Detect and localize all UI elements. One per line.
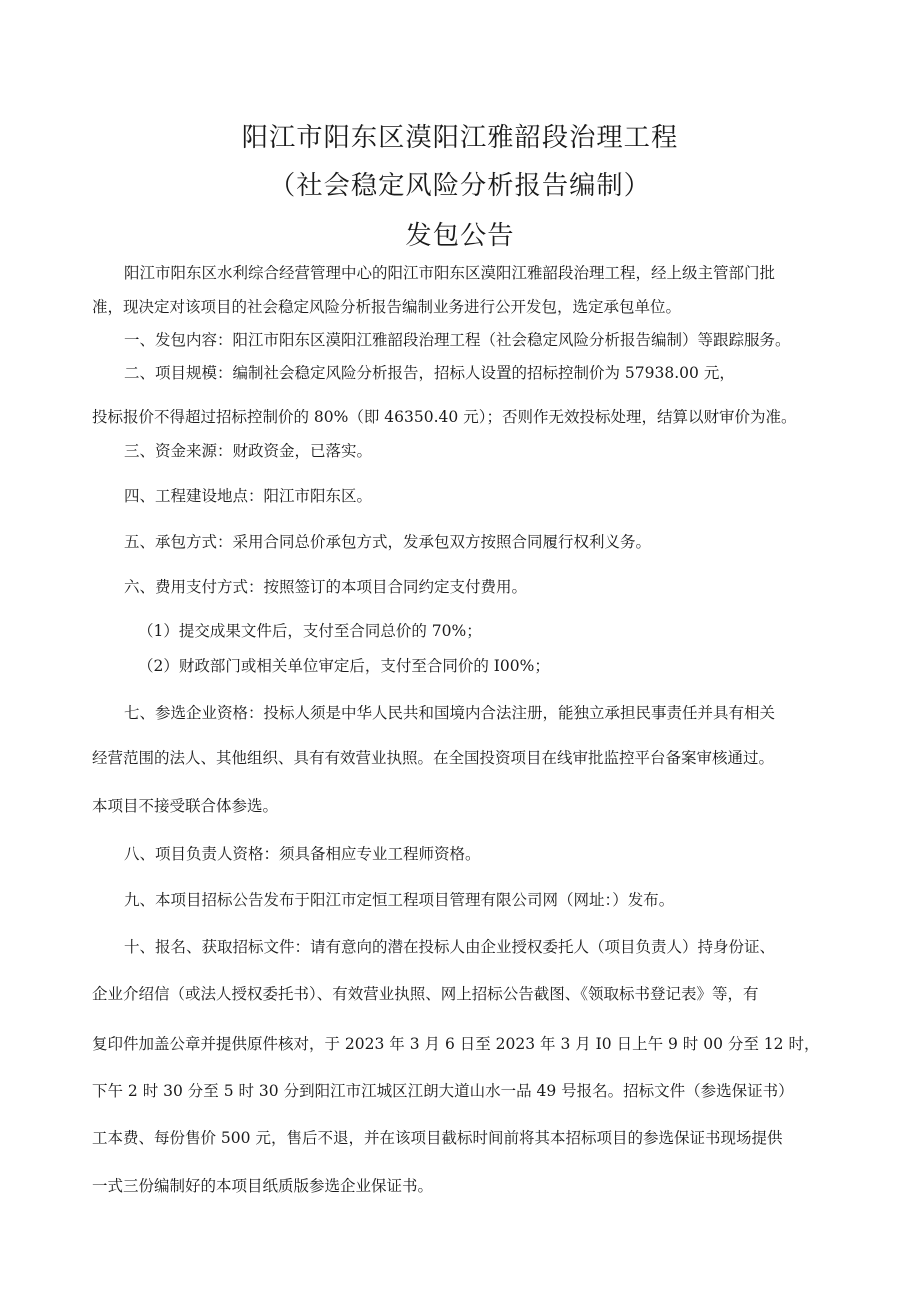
item-7-line-3: 本项目不接受联合体参选。 (92, 797, 279, 815)
item-10-line-1: 十、报名、获取招标文件：请有意向的潜在投标人由企业授权委托人（项目负责人）持身份证、 (124, 938, 776, 956)
item-4-location: 四、工程建设地点：阳江市阳东区。 (124, 487, 373, 505)
item-8-manager: 八、项目负责人资格：须具备相应专业工程师资格。 (124, 845, 481, 863)
title-line-1: 阳江市阳东区漠阳江雅韶段治理工程 (241, 123, 679, 153)
item-10-line-5: 工本费、每份售价 500 元，售后不退，并在该项目截标时间前将其本招标项目的参选保证书现场提供 (92, 1129, 783, 1147)
item-7-line-1: 七、参选企业资格：投标人须是中华人民共和国境内合法注册，能独立承担民事责任并具有相关 (124, 704, 776, 722)
item-7-line-2: 经营范围的法人、其他组织、具有有效营业执照。在全国投资项目在线审批监控平台备案审核通过。 (92, 749, 775, 767)
item-10-line-3: 复印件加盖公章并提供原件核对，于 2023 年 3 月 6 日至 2023 年 3 月 I0 日上午 9 时 00 分至 12 时， (92, 1035, 820, 1053)
item-6-sub-1: （1）提交成果文件后，支付至合同总价的 70%； (138, 622, 482, 640)
item-1-content: 一、发包内容：阳江市阳东区漠阳江雅韶段治理工程（社会稳定风险分析报告编制）等跟踪服务。 (124, 331, 791, 349)
item-5-contract-method: 五、承包方式：采用合同总价承包方式，发承包双方按照合同履行权利义务。 (124, 533, 652, 551)
title-line-2: （社会稳定风险分析报告编制） (269, 171, 651, 201)
item-6-payment: 六、费用支付方式：按照签订的本项目合同约定支付费用。 (124, 578, 528, 596)
item-2-line-2: 投标报价不得超过招标控制价的 80%（即 46350.40 元）；否则作无效投标处理，结算以财审价为准。 (92, 408, 797, 426)
item-2-line-1: 二、项目规模：编制社会稳定风险分析报告，招标人设置的招标控制价为 57938.00 元， (124, 364, 735, 382)
item-9-publication: 九、本项目招标公告发布于阳江市定恒工程项目管理有限公司网（网址：）发布。 (124, 891, 675, 909)
intro-line-2: 准，现决定对该项目的社会稳定风险分析报告编制业务进行公开发包，选定承包单位。 (92, 298, 682, 316)
item-10-line-2: 企业介绍信（或法人授权委托书）、有效营业执照、网上招标公告截图、《领取标书登记表》等，有 (92, 985, 759, 1003)
item-3-funding: 三、资金来源：财政资金，已落实。 (124, 442, 373, 460)
item-10-line-6: 一式三份编制好的本项目纸质版参选企业保证书。 (92, 1177, 434, 1195)
title-line-3: 发包公告 (405, 221, 515, 251)
item-10-line-4: 下午 2 时 30 分至 5 时 30 分到阳江市江城区江朗大道山水一品 49 号报名。招标文件（参选保证书） (92, 1082, 794, 1100)
item-6-sub-2: （2）财政部门或相关单位审定后，支付至合同价的 I00%； (138, 657, 550, 675)
intro-line-1: 阳江市阳东区水利综合经营管理中心的阳江市阳东区漠阳江雅韶段治理工程，经上级主管部门批 (124, 264, 776, 282)
